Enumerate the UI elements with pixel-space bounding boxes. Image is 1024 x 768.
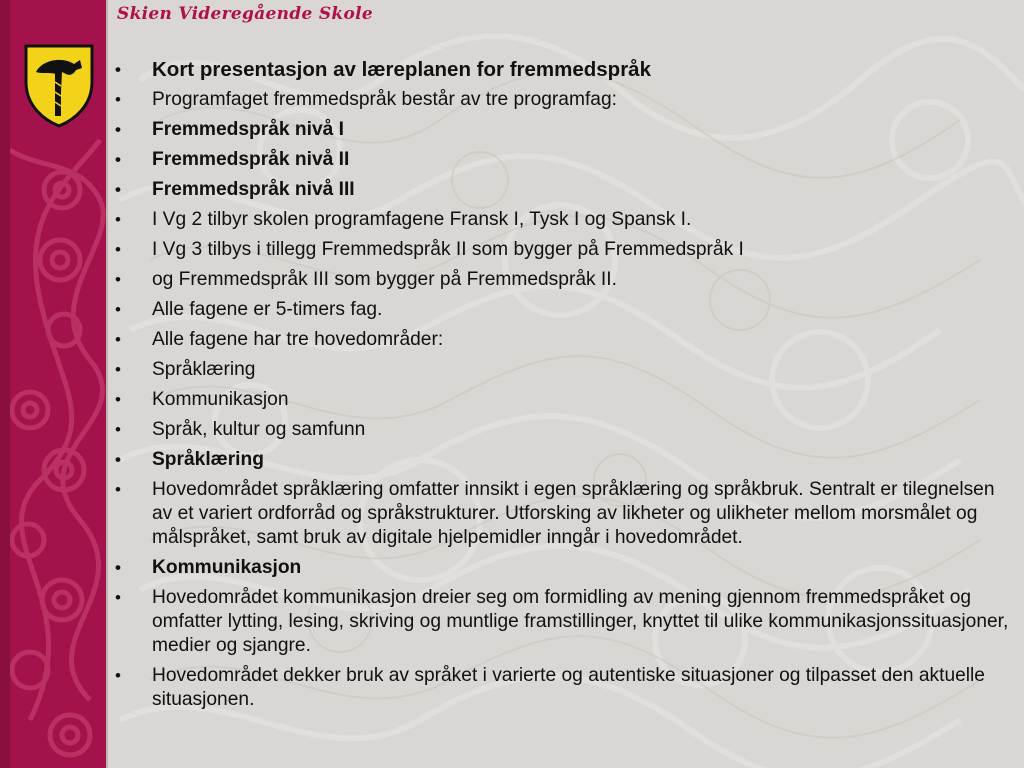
bullet-item: • Kommunikasjon (112, 556, 1014, 580)
bullet-item: • Kommunikasjon (112, 388, 1014, 412)
school-name-header: Skien Videregående Skole (117, 4, 373, 24)
bullet-item: • Hovedområdet dekker bruk av språket i varierte og autentiske situasjoner og tilpasset den aktuelle situasjonen. (112, 664, 1014, 712)
left-edge-stripe (0, 0, 10, 768)
bullet-item: • Fremmedspråk nivå II (112, 148, 1014, 172)
bullet-item: • Hovedområdet kommunikasjon dreier seg om formidling av mening gjennom fremmedspråket og omfatter lytting, lesing, skriving og muntlige framstillinger, knyttet til ulike kommunikasjonssituasjoner, medier og sjangre. (112, 586, 1014, 658)
bullet-item: • I Vg 2 tilbyr skolen programfagene Fransk I, Tysk I og Spansk I. (112, 208, 1014, 232)
bullet-item: • Språk, kultur og samfunn (112, 418, 1014, 442)
bullet-item: • og Fremmedspråk III som bygger på Fremmedspråk II. (112, 268, 1014, 292)
slide-content (112, 58, 1014, 718)
bullet-item: • Fremmedspråk nivå III (112, 178, 1014, 202)
bullet-item: • Programfaget fremmedspråk består av tre programfag: (112, 88, 1014, 112)
bullet-item: • Fremmedspråk nivå I (112, 118, 1014, 142)
band-divider (106, 0, 108, 768)
bullet-item: • Språklæring (112, 358, 1014, 382)
bullet-item: • I Vg 3 tilbys i tillegg Fremmedspråk II som bygger på Fremmedspråk I (112, 238, 1014, 262)
school-crest-icon (22, 42, 96, 128)
bullet-item: • Alle fagene har tre hovedområder: (112, 328, 1014, 352)
bullet-item: • Hovedområdet språklæring omfatter innsikt i egen språklæring og språkbruk. Sentralt er tilegnelsen av et variert ordforråd og språkstrukturer. Utforsking av likheter og ulikheter mellom morsmålet og målspråket, samt bruk av digitale hjelpemidler inngår i hovedområdet. (112, 478, 1014, 550)
bullet-item: • Språklæring (112, 448, 1014, 472)
bullet-item: • Kort presentasjon av læreplanen for fremmedspråk (112, 58, 1014, 82)
bullet-item: • Alle fagene er 5-timers fag. (112, 298, 1014, 322)
bullet-list (112, 58, 1014, 712)
